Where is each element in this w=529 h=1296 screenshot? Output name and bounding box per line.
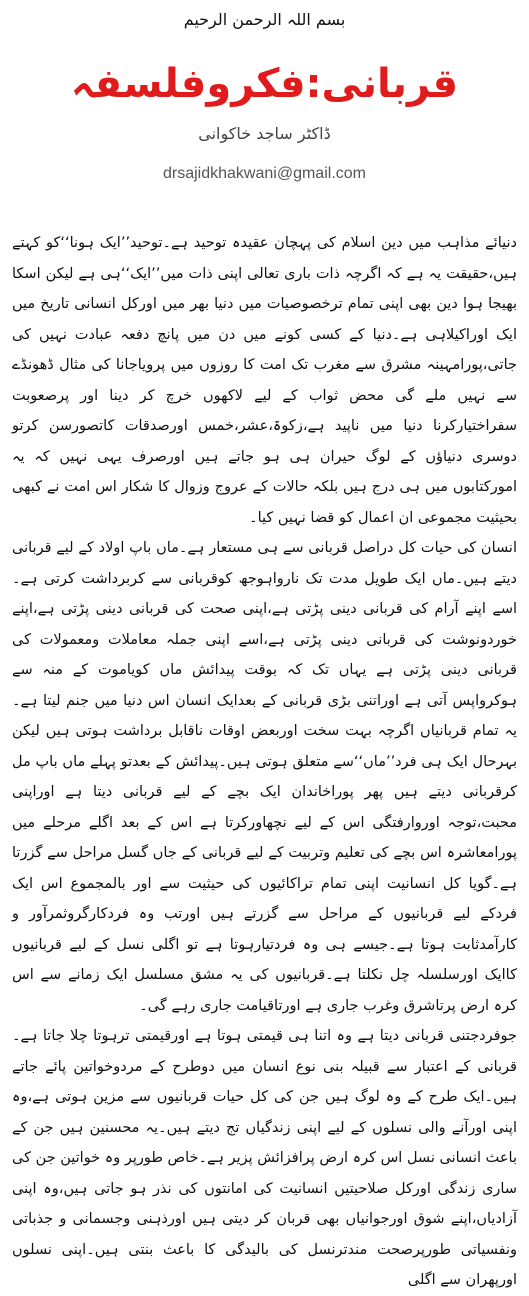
article-title: قربانی:فکروفلسفہ xyxy=(70,61,459,107)
author-email[interactable]: drsajidkhakwani@gmail.com xyxy=(163,165,366,182)
author-name: ڈاکٹر ساجد خاکوانی xyxy=(198,124,331,143)
article-body xyxy=(12,228,517,1296)
paragraph-tawheed: دنیائے مذاہب میں دین اسلام کی پہچان عقیدہ توحید ہے۔توحید’’ایک ہونا‘‘کو کہتے ہیں،حقیقت یہ ہے کہ اگرچہ ذات باری تعالی اپنی ذات میں’’ایک‘‘ہی ہے لیکن اسکا بھیجا ہوا دین بھی اپنی تمام ترخصوصیات میں دنیا بھر میں اورکل انسانی تاریخ میں ایک اوراکیلاہی ہے۔دنیا کے کسی کونے میں دن میں پانچ دفعہ عبادت نہیں کی جاتی،پورامہینہ مشرق سے مغرب تک امت کا روزوں میں پرویاجانا کی مثال ڈھونڈے سے نہیں ملے گی محض ثواب کے لیے لاکھوں خرچ کر دینا اور پرصعوبت سفراختیارکرنا دنیا میں ناپید ہے،زکوۃ،عشر،خمس اورصدقات کاتصورسن کرتو دوسری دنیاؤں کے لوگ حیران ہی ہو جاتے ہیں اورصرف یہی نہیں کہ یہ امورکتابوں میں ہی درج ہیں بلکہ حالات کے عروج وزوال کا شکار اس امت نے کبھی بحیثیت مجموعی ان اعمال کو قضا نہیں کیا۔ xyxy=(12,235,517,526)
paragraph-valuable-person: جوفردجتنی قربانی دیتا ہے وہ اتنا ہی قیمتی ہوتا ہے اورقیمتی ترہوتا چلا جاتا ہے۔قربانی کے اعتبار سے قبیلہ بنی نوع انسان میں دوطرح کے مردوخواتین پائے جاتے ہیں۔ایک طرح کے وہ لوگ ہیں جن کی کل حیات قربانیوں سے مزین ہوتی ہے،وہ اپنی اورآنے والی نسلوں کے لیے اپنی زندگیاں تج دیتے ہیں۔یہ محسنین ہیں جن کے باعث انسانی نسل اس کرہ ارض پرافزائش پزیر ہے۔خاص طورپر وہ خواتین جن کی ساری زندگی اورکل صلاحیتیں انسانیت کی امانتوں کی نذر ہو جاتی ہیں،وہ اپنی آزادیاں،اپنے شوق اورجوانیاں بھی قربان کر دیتی ہیں اورذہنی وجسمانی و جذباتی ونفسیاتی طورپرصحت مندترنسل کی بالیدگی کا باعث بنتی ہیں۔اپنی نسلوں اورپھران سے اگلی xyxy=(12,1028,517,1288)
paragraph-sacrifice-life: انسان کی حیات کل دراصل قربانی سے ہی مستعار ہے۔ماں باپ اولاد کے لیے قربانی دیتے ہیں۔ماں ایک طویل مدت تک نارواہوجھ کوقربانی سے کربرداشت کرتی ہے۔اسے اپنے آرام کی قربانی دینی پڑتی ہے،اپنی صحت کی قربانی دینی پڑتی ہے،اپنے خوردونوشت کی قربانی دینی پڑتی ہے،اسے اپنی جملہ معاملات ومعمولات کی قربانی دینی پڑتی ہے یہاں تک کہ بوقت پیدائش ماں کویاموت کے منہ سے ہوکرواپس آتی ہے اوراتنی بڑی قربانی کے بعدایک انسان اس دنیا میں جنم لیتا ہے۔یہ تمام قربانیاں اگرچہ بہت سخت اوربعض اوقات ناقابل برداشت ہوتی ہیں لیکن بہرحال ایک ہی فرد’’ماں‘‘سے متعلق ہوتی ہیں۔پیدائش کے بعدتو پہلے ماں باپ مل کرقربانی دیتے ہیں پھر پوراخاندان ایک بچے کے لیے قربانی دیتا ہے اوراپنی محبت،توجہ اوروارفتگی اس کے لیے نچھاورکرتا ہے اس کے بعد اگلے مرحلے میں پورامعاشرہ اس بچے کی تعلیم وتربیت کے لیے قربانی کے جاں گسل مراحل سے گزرتا ہے۔گویا کل انسانیت اپنی تمام تراکائیوں کی حیثیت سے اور بالمجموع اس ایک فردکے لیے قربانیوں کے مراحل سے گزرتے ہیں اورتب وہ فردکارگروثمرآور و کارآمدثابت ہوتا ہے۔جیسے ہی وہ فردتیارہوتا ہے تو اگلی نسل کے لیے قربانیوں کاایک اورسلسلہ چل نکلتا ہے۔قربانیوں کی یہ مشق مسلسل ایک زمانے سے اس کرہ ارض پرتاشرق وغرب جاری ہے اورتاقیامت جاری رہے گی۔ xyxy=(12,540,517,1014)
bismillah-heading: بسم اللہ الرحمن الرحیم xyxy=(183,10,346,29)
